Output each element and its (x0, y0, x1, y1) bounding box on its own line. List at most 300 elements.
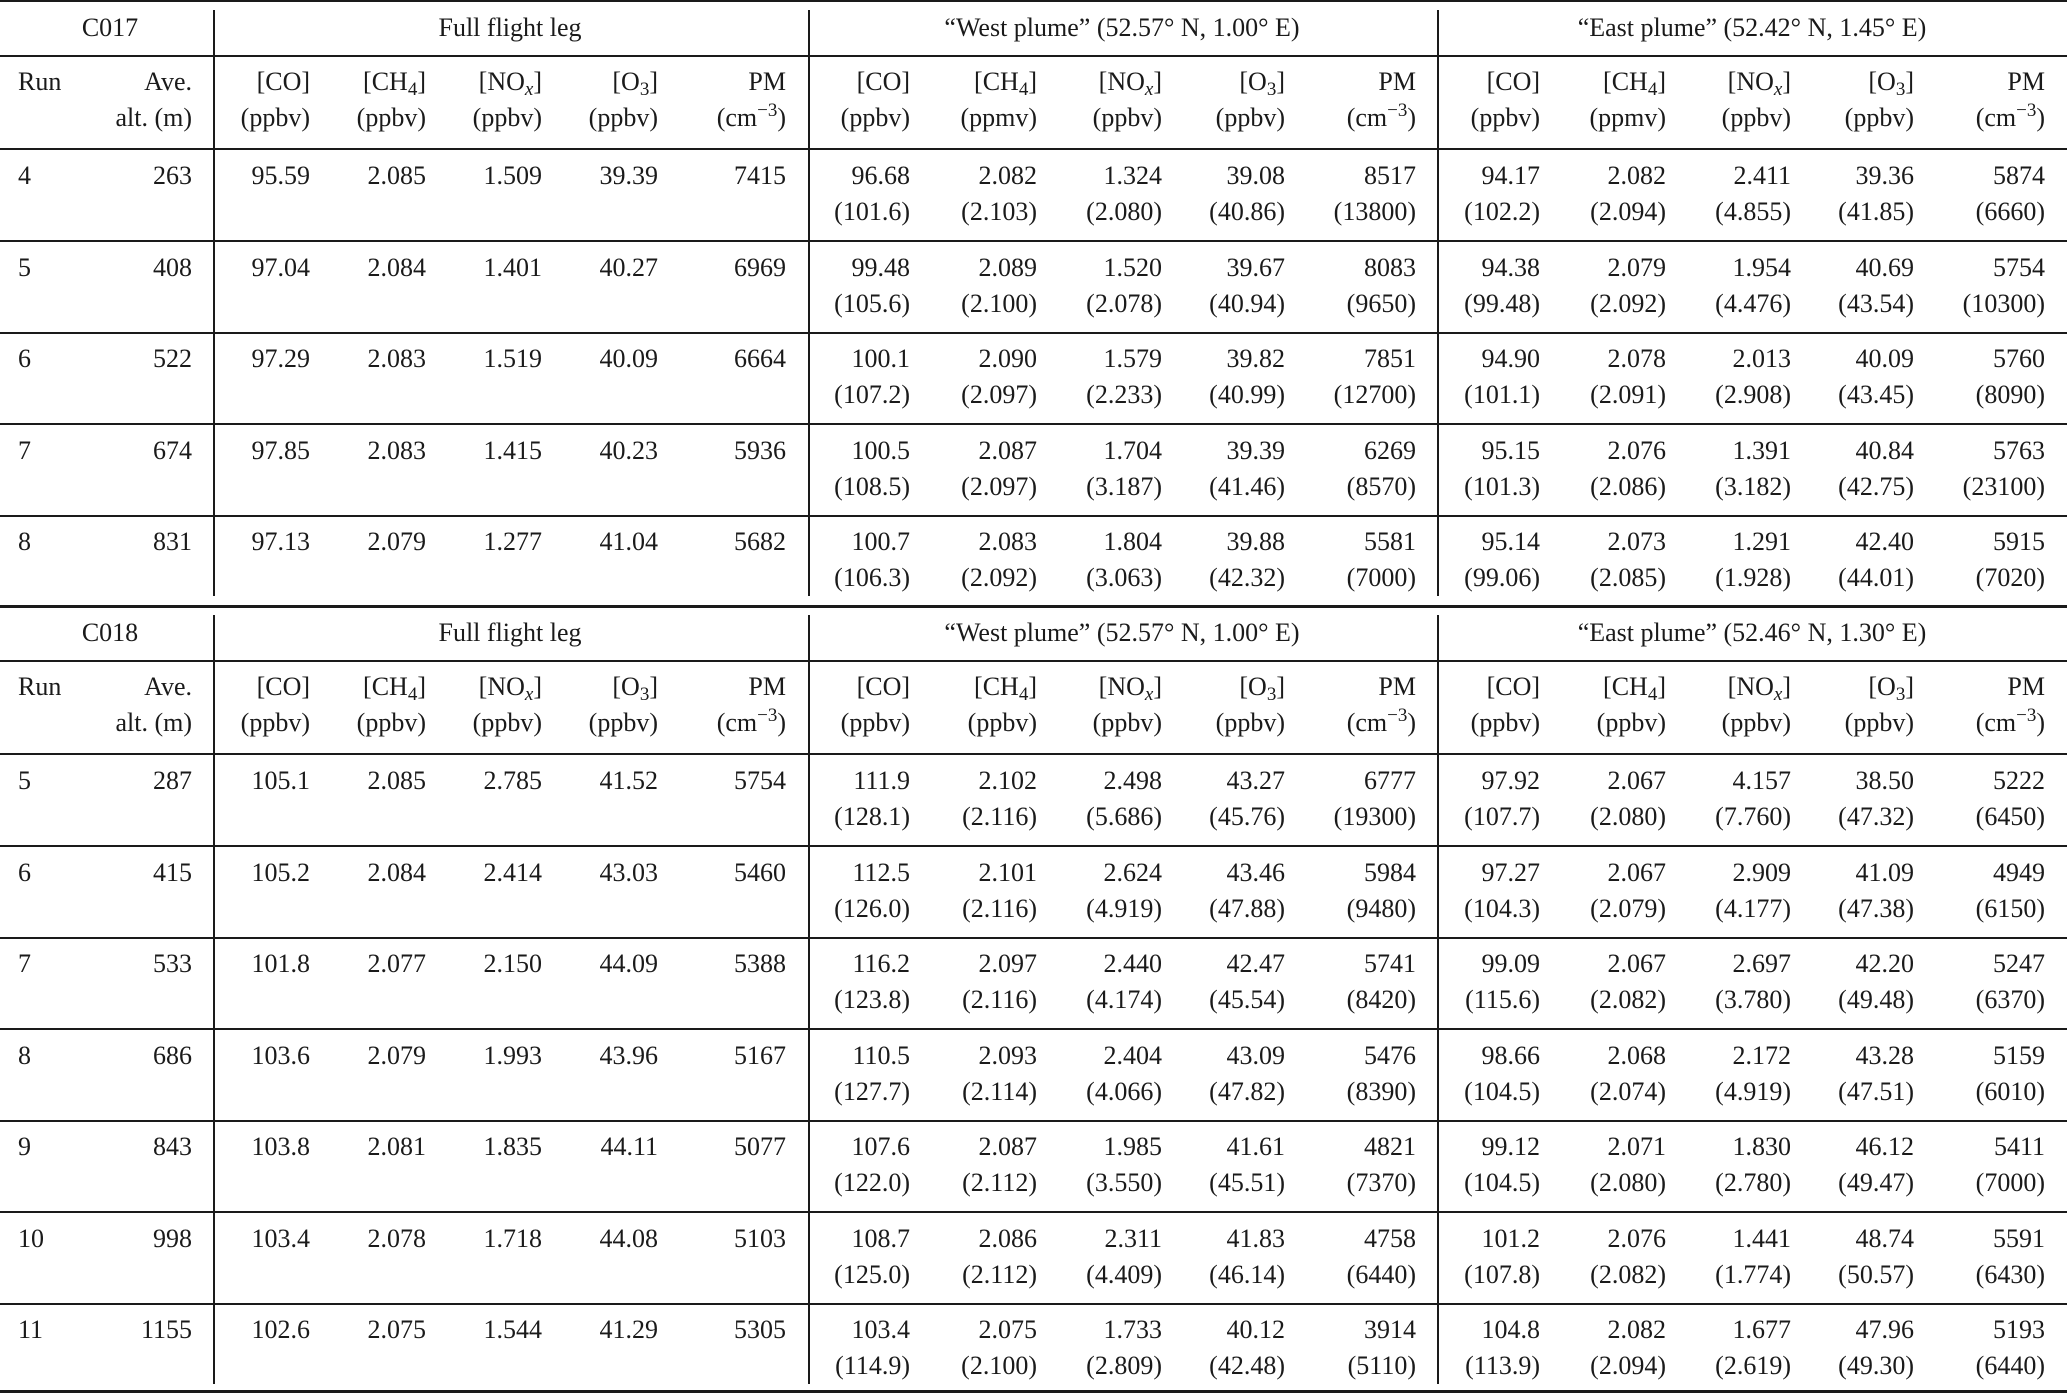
column-divider (1437, 10, 1439, 596)
column-header-full: $[CH_4]$ (363, 672, 426, 705)
east-plume-value: 1.830 (1732, 1132, 1791, 1161)
full-leg-value: 43.03 (599, 857, 658, 887)
column-header-unit-west: (ppbv) (1215, 103, 1285, 132)
west-plume-value: 4758 (1364, 1223, 1416, 1253)
east-plume-max: (2.091) (1590, 380, 1666, 409)
west-plume-value: 99.48 (851, 252, 910, 282)
west-plume-max: (114.9) (835, 1351, 910, 1380)
west-plume-max: (8570) (1346, 471, 1416, 501)
west-plume-value: 1.733 (1103, 1315, 1162, 1344)
west-plume-max: (2.116) (962, 985, 1037, 1014)
run-number: 5 (18, 766, 31, 795)
rule (0, 148, 2067, 150)
column-header-full: PM (748, 672, 786, 701)
west-plume-max: (40.86) (1209, 197, 1285, 226)
column-header-east: $[O_3]$ (1868, 67, 1914, 100)
column-header-unit-full: (ppbv) (472, 103, 542, 132)
east-plume-max: (6010) (1975, 1076, 2045, 1106)
rule (0, 423, 2067, 425)
full-leg-value: 2.081 (367, 1132, 426, 1161)
east-plume-max: (115.6) (1465, 985, 1540, 1014)
west-plume-max: (127.7) (834, 1076, 910, 1106)
east-plume-value: 46.12 (1855, 1132, 1914, 1161)
west-plume-max: (2.112) (962, 1168, 1037, 1197)
west-plume-value: 1.324 (1103, 161, 1162, 190)
west-plume-max: (3.063) (1086, 563, 1162, 592)
full-leg-value: 2.077 (367, 949, 426, 978)
east-plume-value: 4.157 (1732, 766, 1791, 795)
east-plume-value: 94.90 (1481, 344, 1540, 373)
west-plume-value: 5476 (1364, 1040, 1416, 1070)
east-plume-value: 5159 (1993, 1040, 2045, 1070)
west-plume-max: (7370) (1346, 1168, 1416, 1197)
east-plume-value: 2.067 (1607, 766, 1666, 795)
full-leg-value: 105.1 (251, 766, 310, 795)
west-plume-value: 2.090 (978, 344, 1037, 373)
full-leg-value: 2.085 (367, 766, 426, 795)
full-leg-value: 97.04 (251, 252, 310, 282)
run-number: 9 (18, 1132, 31, 1161)
west-plume-value: 2.624 (1103, 857, 1162, 887)
west-plume-max: (42.48) (1209, 1351, 1285, 1380)
column-header-east: PM (2007, 672, 2045, 701)
column-header-unit-west: (ppbv) (967, 708, 1037, 737)
west-plume-max: (19300) (1333, 802, 1416, 831)
full-leg-value: 44.09 (599, 949, 658, 978)
average-altitude: 522 (153, 344, 192, 373)
west-plume-max: (2.097) (961, 471, 1037, 501)
column-header-unit-full: $(cm^{-3})$ (716, 705, 786, 737)
west-plume-value: 8083 (1364, 252, 1416, 282)
column-header-alt: Ave. (144, 67, 192, 96)
west-plume-max: (9480) (1346, 893, 1416, 923)
column-header-unit-west: (ppbv) (1215, 708, 1285, 737)
column-header-unit-west: (ppbv) (1092, 103, 1162, 132)
rule (0, 937, 2067, 939)
west-plume-value: 43.27 (1226, 766, 1285, 795)
west-plume-max: (126.0) (834, 893, 910, 923)
full-leg-value: 2.079 (367, 1040, 426, 1070)
east-plume-value: 39.36 (1855, 161, 1914, 190)
full-leg-value: 1.509 (483, 161, 542, 190)
average-altitude: 674 (153, 435, 192, 465)
full-leg-value: 2.085 (367, 161, 426, 190)
rule (0, 1120, 2067, 1122)
east-plume-value: 1.954 (1732, 252, 1791, 282)
column-header-unit-east: (ppbv) (1721, 708, 1791, 737)
west-plume-value: 116.2 (852, 949, 910, 978)
east-plume-value: 5754 (1993, 252, 2045, 282)
column-header-west: PM (1378, 67, 1416, 96)
east-plume-max: (104.3) (1464, 893, 1540, 923)
column-header-unit-east: (ppbv) (1470, 103, 1540, 132)
west-plume-value: 2.075 (978, 1315, 1037, 1344)
full-leg-value: 41.04 (599, 527, 658, 556)
west-plume-max: (5110) (1347, 1351, 1416, 1380)
west-plume-value: 8517 (1364, 161, 1416, 190)
west-plume-max: (125.0) (834, 1259, 910, 1289)
east-plume-value: 99.09 (1481, 949, 1540, 978)
east-plume-value: 42.40 (1855, 527, 1914, 556)
west-plume-value: 39.08 (1226, 161, 1285, 190)
east-plume-value: 2.079 (1607, 252, 1666, 282)
west-plume-max: (13800) (1333, 197, 1416, 226)
east-plume-value: 42.20 (1855, 949, 1914, 978)
east-plume-value: 1.391 (1732, 435, 1791, 465)
west-plume-value: 1.520 (1103, 252, 1162, 282)
east-plume-max: (2.086) (1590, 471, 1666, 501)
west-plume-value: 6777 (1364, 766, 1416, 795)
west-plume-value: 1.704 (1103, 435, 1162, 465)
average-altitude: 1155 (140, 1315, 192, 1344)
full-leg-value: 5754 (734, 766, 786, 795)
east-plume-value: 104.8 (1481, 1315, 1540, 1344)
west-plume-max: (2.097) (961, 380, 1037, 409)
east-plume-value: 95.15 (1481, 435, 1540, 465)
average-altitude: 843 (153, 1132, 192, 1161)
column-header-unit-east: (ppbv) (1844, 708, 1914, 737)
full-leg-value: 41.29 (599, 1315, 658, 1344)
west-plume-value: 43.09 (1226, 1040, 1285, 1070)
west-plume-max: (108.5) (834, 471, 910, 501)
east-plume-max: (3.780) (1715, 985, 1791, 1014)
east-plume-value: 2.067 (1607, 949, 1666, 978)
east-plume-value: 5874 (1993, 161, 2045, 190)
east-plume-max: (2.780) (1715, 1168, 1791, 1197)
east-plume-max: (2.908) (1715, 380, 1791, 409)
west-plume-max: (2.112) (962, 1259, 1037, 1289)
east-plume-value: 5763 (1993, 435, 2045, 465)
rule (0, 1303, 2067, 1305)
column-header-full: [CO] (256, 67, 310, 96)
column-header-west: $[O_3]$ (1239, 672, 1285, 705)
column-header-alt-unit: alt. (m) (115, 708, 192, 737)
rule (0, 845, 2067, 847)
east-plume-max: (7020) (1975, 563, 2045, 592)
full-leg-value: 103.8 (251, 1132, 310, 1161)
west-plume-value: 2.311 (1104, 1223, 1162, 1253)
full-leg-value: 44.08 (599, 1223, 658, 1253)
east-plume-max: (49.48) (1838, 985, 1914, 1014)
full-leg-value: 103.4 (251, 1223, 310, 1253)
east-plume-max: (2.619) (1715, 1351, 1791, 1380)
east-plume-value: 98.66 (1481, 1040, 1540, 1070)
east-plume-max: (6370) (1975, 985, 2045, 1014)
full-leg-value: 40.27 (599, 252, 658, 282)
column-header-alt: Ave. (144, 672, 192, 701)
column-header-unit-west: (ppbv) (840, 708, 910, 737)
average-altitude: 408 (153, 252, 192, 282)
full-leg-value: 43.96 (599, 1040, 658, 1070)
west-plume-max: (107.2) (834, 380, 910, 409)
west-plume-max: (2.100) (961, 1351, 1037, 1380)
east-plume-value: 1.291 (1732, 527, 1791, 556)
column-header-unit-west: (ppmv) (960, 103, 1037, 132)
column-header-unit-east: (ppbv) (1596, 708, 1666, 737)
column-header-unit-full: (ppbv) (240, 708, 310, 737)
west-plume-value: 2.086 (978, 1223, 1037, 1253)
west-plume-value: 100.1 (851, 344, 910, 373)
east-plume-max: (47.38) (1838, 893, 1914, 923)
west-plume-value: 2.093 (978, 1040, 1037, 1070)
group-header-full: Full flight leg (438, 13, 582, 42)
east-plume-max: (47.32) (1838, 802, 1914, 831)
east-plume-value: 2.697 (1732, 949, 1791, 978)
east-plume-max: (99.48) (1464, 288, 1540, 318)
west-plume-max: (122.0) (834, 1168, 910, 1197)
column-header-unit-full: (ppbv) (588, 708, 658, 737)
west-plume-max: (8390) (1346, 1076, 1416, 1106)
column-header-unit-full: (ppbv) (472, 708, 542, 737)
west-plume-max: (45.51) (1209, 1168, 1285, 1197)
full-leg-value: 97.29 (251, 344, 310, 373)
west-plume-value: 96.68 (851, 161, 910, 190)
west-plume-value: 108.7 (851, 1223, 910, 1253)
full-leg-value: 97.13 (251, 527, 310, 556)
east-plume-value: 2.411 (1733, 161, 1791, 190)
west-plume-value: 2.097 (978, 949, 1037, 978)
full-leg-value: 40.09 (599, 344, 658, 373)
west-plume-max: (101.6) (834, 197, 910, 226)
east-plume-value: 2.067 (1607, 857, 1666, 887)
east-plume-value: 2.078 (1607, 344, 1666, 373)
west-plume-value: 41.61 (1226, 1132, 1285, 1161)
run-number: 6 (18, 857, 31, 887)
west-plume-max: (8420) (1346, 985, 1416, 1014)
average-altitude: 263 (153, 161, 192, 190)
east-plume-max: (49.30) (1838, 1351, 1914, 1380)
east-plume-max: (2.082) (1590, 985, 1666, 1014)
column-header-east: [CO] (1486, 67, 1540, 96)
full-leg-value: 6969 (734, 252, 786, 282)
west-plume-max: (41.46) (1209, 471, 1285, 501)
column-header-unit-full: (ppbv) (356, 103, 426, 132)
full-leg-value: 5077 (734, 1132, 786, 1161)
east-plume-max: (7.760) (1715, 802, 1791, 831)
column-header-run: Run (18, 67, 62, 96)
east-plume-value: 1.441 (1732, 1223, 1791, 1253)
full-leg-value: 6664 (734, 344, 786, 373)
east-plume-value: 5760 (1993, 344, 2045, 373)
east-plume-max: (101.1) (1464, 380, 1540, 409)
column-header-west: [CO] (856, 672, 910, 701)
column-header-unit-east: (ppbv) (1721, 103, 1791, 132)
east-plume-value: 5915 (1993, 527, 2045, 556)
west-plume-value: 1.579 (1103, 344, 1162, 373)
west-plume-value: 39.82 (1226, 344, 1285, 373)
west-plume-value: 40.12 (1226, 1315, 1285, 1344)
run-number: 4 (18, 161, 31, 190)
full-leg-value: 1.415 (483, 435, 542, 465)
west-plume-max: (12700) (1333, 380, 1416, 409)
column-header-full: $[NO_x]$ (478, 672, 542, 705)
east-plume-max: (6440) (1975, 1351, 2045, 1380)
column-header-unit-west: (ppbv) (840, 103, 910, 132)
west-plume-max: (4.174) (1086, 985, 1162, 1014)
east-plume-max: (4.919) (1715, 1076, 1791, 1106)
column-header-east: PM (2007, 67, 2045, 96)
column-header-east: $[NO_x]$ (1727, 672, 1791, 705)
west-plume-value: 39.39 (1226, 435, 1285, 465)
full-leg-value: 1.993 (483, 1040, 542, 1070)
west-plume-value: 39.67 (1226, 252, 1285, 282)
group-header-east: “East plume” (52.46° N, 1.30° E) (1577, 618, 1927, 647)
column-header-unit-west: $(cm^{-3})$ (1346, 100, 1416, 132)
flight-id: C018 (81, 618, 139, 647)
east-plume-max: (6450) (1975, 802, 2045, 831)
run-number: 10 (18, 1223, 44, 1253)
east-plume-value: 2.076 (1607, 1223, 1666, 1253)
east-plume-value: 2.082 (1607, 1315, 1666, 1344)
full-leg-value: 5460 (734, 857, 786, 887)
east-plume-max: (43.54) (1838, 288, 1914, 318)
west-plume-max: (2.080) (1086, 197, 1162, 226)
column-header-run: Run (18, 672, 62, 701)
full-leg-value: 1.835 (483, 1132, 542, 1161)
column-header-east: $[CH_4]$ (1603, 67, 1666, 100)
rule (0, 1028, 2067, 1030)
east-plume-max: (23100) (1962, 471, 2045, 501)
column-header-west: $[O_3]$ (1239, 67, 1285, 100)
full-leg-value: 2.084 (367, 252, 426, 282)
full-leg-value: 5305 (734, 1315, 786, 1344)
full-leg-value: 2.083 (367, 435, 426, 465)
column-header-unit-east: (ppmv) (1589, 103, 1666, 132)
west-plume-value: 39.88 (1226, 527, 1285, 556)
full-leg-value: 44.11 (600, 1132, 658, 1161)
east-plume-value: 41.09 (1855, 857, 1914, 887)
east-plume-max: (2.082) (1590, 1259, 1666, 1289)
east-plume-max: (43.45) (1838, 380, 1914, 409)
east-plume-max: (8090) (1975, 380, 2045, 409)
west-plume-value: 5581 (1364, 527, 1416, 556)
east-plume-max: (2.092) (1590, 288, 1666, 318)
west-plume-max: (2.103) (961, 197, 1037, 226)
run-number: 11 (18, 1315, 44, 1344)
column-header-west: [CO] (856, 67, 910, 96)
east-plume-max: (41.85) (1838, 197, 1914, 226)
run-number: 5 (18, 252, 31, 282)
west-plume-value: 110.5 (852, 1040, 910, 1070)
west-plume-max: (45.54) (1209, 985, 1285, 1014)
rule (0, 515, 2067, 517)
west-plume-max: (105.6) (834, 288, 910, 318)
east-plume-max: (2.085) (1590, 563, 1666, 592)
west-plume-max: (2.092) (961, 563, 1037, 592)
column-divider (1437, 615, 1439, 1384)
full-leg-value: 101.8 (251, 949, 310, 978)
group-header-west: “West plume” (52.57° N, 1.00° E) (944, 618, 1300, 647)
west-plume-value: 2.087 (978, 435, 1037, 465)
full-leg-value: 5103 (734, 1223, 786, 1253)
east-plume-max: (6430) (1975, 1259, 2045, 1289)
east-plume-max: (6660) (1975, 197, 2045, 226)
full-leg-value: 40.23 (599, 435, 658, 465)
full-leg-value: 102.6 (251, 1315, 310, 1344)
east-plume-value: 43.28 (1855, 1040, 1914, 1070)
full-leg-value: 2.083 (367, 344, 426, 373)
west-plume-value: 2.087 (978, 1132, 1037, 1161)
full-leg-value: 2.079 (367, 527, 426, 556)
west-plume-value: 6269 (1364, 435, 1416, 465)
full-leg-value: 1.277 (483, 527, 542, 556)
east-plume-max: (2.080) (1590, 1168, 1666, 1197)
west-plume-max: (9650) (1346, 288, 1416, 318)
west-plume-max: (2.078) (1086, 288, 1162, 318)
east-plume-max: (4.476) (1715, 288, 1791, 318)
west-plume-value: 7851 (1364, 344, 1416, 373)
full-leg-value: 1.718 (483, 1223, 542, 1253)
west-plume-value: 111.9 (853, 766, 910, 795)
column-header-east: $[NO_x]$ (1727, 67, 1791, 100)
west-plume-value: 41.83 (1226, 1223, 1285, 1253)
column-divider (808, 10, 810, 596)
full-leg-value: 97.85 (251, 435, 310, 465)
west-plume-max: (2.233) (1086, 380, 1162, 409)
rule (0, 55, 2067, 57)
west-plume-max: (123.8) (834, 985, 910, 1014)
east-plume-value: 2.071 (1607, 1132, 1666, 1161)
average-altitude: 998 (153, 1223, 192, 1253)
column-header-unit-full: (ppbv) (588, 103, 658, 132)
east-plume-value: 5591 (1993, 1223, 2045, 1253)
full-leg-value: 2.084 (367, 857, 426, 887)
west-plume-max: (40.99) (1209, 380, 1285, 409)
full-leg-value: 103.6 (251, 1040, 310, 1070)
west-plume-value: 112.5 (852, 857, 910, 887)
east-plume-value: 40.09 (1855, 344, 1914, 373)
west-plume-value: 2.082 (978, 161, 1037, 190)
east-plume-max: (107.8) (1464, 1259, 1540, 1289)
full-leg-value: 2.414 (483, 857, 542, 887)
full-leg-value: 1.519 (483, 344, 542, 373)
full-leg-value: 39.39 (599, 161, 658, 190)
column-header-unit-full: (ppbv) (356, 708, 426, 737)
column-header-full: PM (748, 67, 786, 96)
run-number: 8 (18, 1040, 31, 1070)
average-altitude: 533 (153, 949, 192, 978)
east-plume-value: 2.073 (1607, 527, 1666, 556)
full-leg-value: 2.785 (483, 766, 542, 795)
east-plume-max: (47.51) (1838, 1076, 1914, 1106)
column-header-alt-unit: alt. (m) (115, 103, 192, 132)
west-plume-max: (128.1) (834, 802, 910, 831)
column-header-full: [CO] (256, 672, 310, 701)
full-leg-value: 2.078 (367, 1223, 426, 1253)
west-plume-value: 1.985 (1103, 1132, 1162, 1161)
east-plume-max: (99.06) (1464, 563, 1540, 592)
east-plume-max: (50.57) (1838, 1259, 1914, 1289)
rule (0, 0, 2067, 2)
east-plume-max: (1.928) (1715, 563, 1791, 592)
average-altitude: 287 (153, 766, 192, 795)
east-plume-value: 40.84 (1855, 435, 1914, 465)
column-header-unit-west: (ppbv) (1092, 708, 1162, 737)
west-plume-max: (6440) (1346, 1259, 1416, 1289)
east-plume-max: (104.5) (1464, 1076, 1540, 1106)
west-plume-max: (5.686) (1086, 802, 1162, 831)
east-plume-max: (2.074) (1590, 1076, 1666, 1106)
full-leg-value: 105.2 (251, 857, 310, 887)
east-plume-value: 99.12 (1481, 1132, 1540, 1161)
east-plume-value: 2.172 (1732, 1040, 1791, 1070)
east-plume-value: 2.013 (1732, 344, 1791, 373)
column-header-west: $[CH_4]$ (974, 672, 1037, 705)
east-plume-max: (10300) (1962, 288, 2045, 318)
west-plume-max: (40.94) (1209, 288, 1285, 318)
east-plume-value: 4949 (1993, 857, 2045, 887)
column-header-unit-east: $(cm^{-3})$ (1975, 705, 2045, 737)
